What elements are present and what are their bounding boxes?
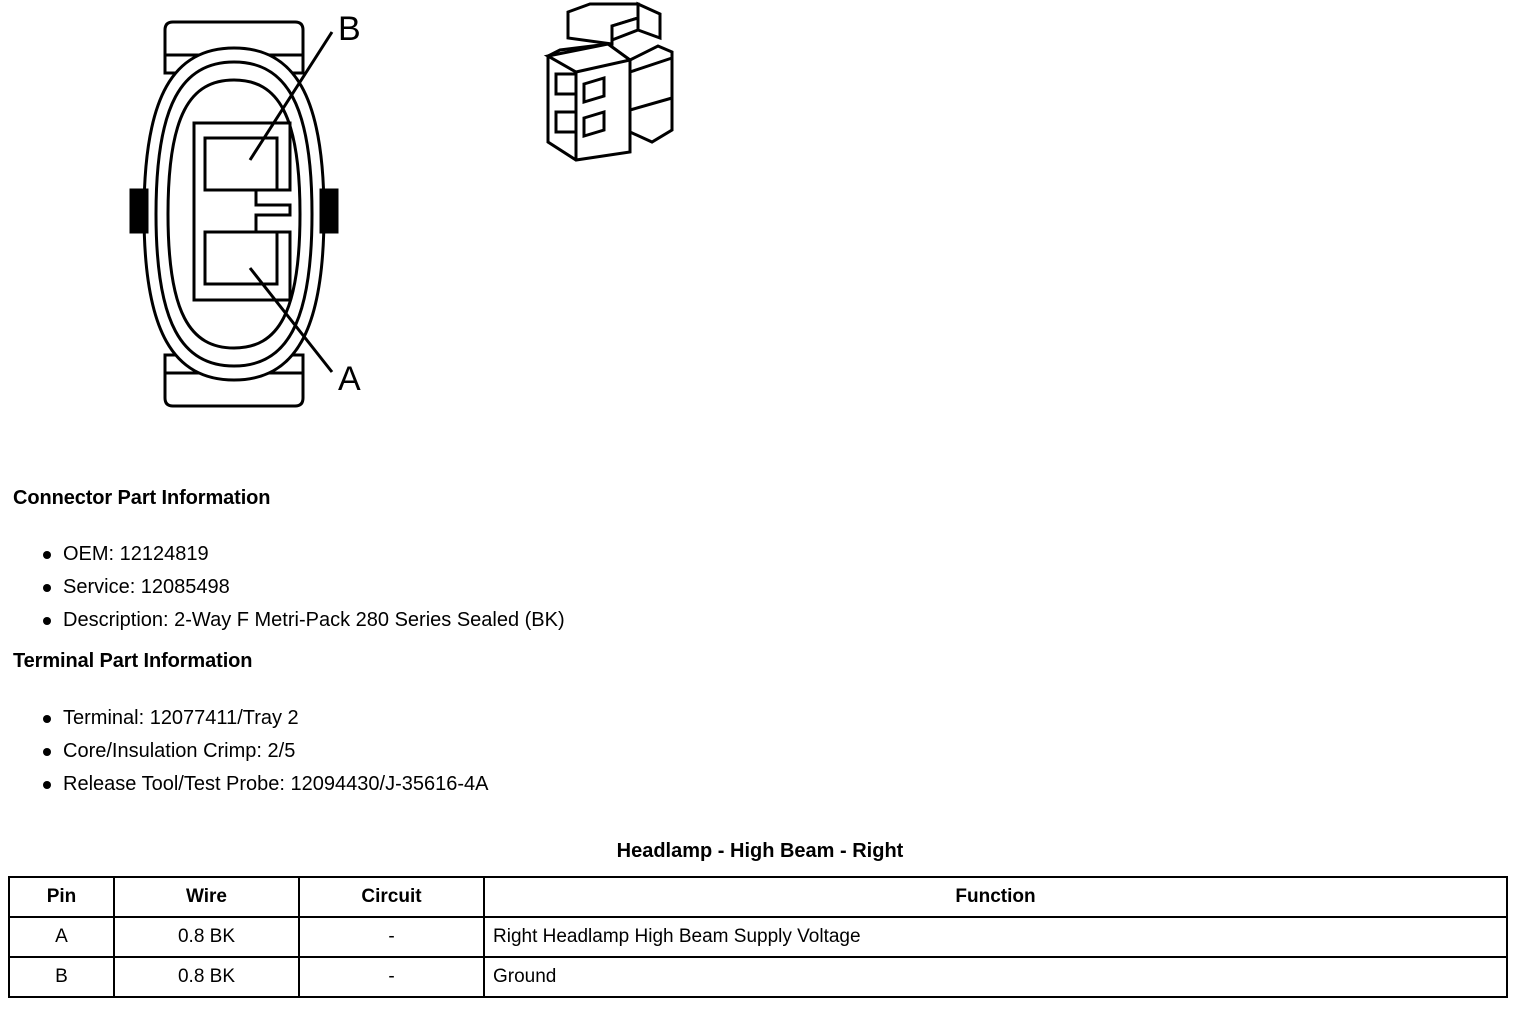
list-item [13, 571, 565, 604]
list-item [13, 604, 565, 637]
bullet-icon [43, 781, 51, 789]
list-item-label: OEM: 12124819 [63, 543, 209, 565]
list-item-label: Description: 2-Way F Metri-Pack 280 Series Sealed (BK) [63, 609, 565, 631]
bullet-icon [43, 551, 51, 559]
column-header-function: Function [484, 877, 1507, 917]
cell-pin: A [9, 917, 114, 957]
column-header-pin: Pin [9, 877, 114, 917]
connector-diagram [0, 0, 1520, 450]
pin-label-b: B [338, 10, 361, 48]
connector-isometric-illustration [520, 0, 720, 190]
table-row [9, 917, 1507, 957]
cell-circuit: - [299, 917, 484, 957]
cell-function: Right Headlamp High Beam Supply Voltage [484, 917, 1507, 957]
pin-table [8, 876, 1508, 998]
cell-wire: 0.8 BK [114, 917, 299, 957]
list-item [13, 735, 488, 768]
bullet-icon [43, 617, 51, 625]
list-item [13, 702, 488, 735]
terminal-part-information-heading: Terminal Part Information [13, 650, 253, 672]
table-header-row [9, 877, 1507, 917]
cell-function: Ground [484, 957, 1507, 997]
column-header-wire: Wire [114, 877, 299, 917]
pin-label-a: A [338, 360, 361, 398]
connector-front-view-illustration [110, 0, 440, 430]
list-item [13, 538, 565, 571]
pin-table-title: Headlamp - High Beam - Right [616, 840, 904, 862]
cell-wire: 0.8 BK [114, 957, 299, 997]
table-row [9, 957, 1507, 997]
list-item [13, 768, 488, 801]
connector-part-information-list [13, 538, 565, 637]
column-header-circuit: Circuit [299, 877, 484, 917]
cell-pin: B [9, 957, 114, 997]
connector-part-information-heading: Connector Part Information [13, 487, 271, 509]
list-item-label: Terminal: 12077411/Tray 2 [63, 707, 299, 729]
bullet-icon [43, 748, 51, 756]
bullet-icon [43, 584, 51, 592]
terminal-part-information-list [13, 702, 488, 801]
list-item-label: Release Tool/Test Probe: 12094430/J-35616-4A [63, 773, 489, 795]
cell-circuit: - [299, 957, 484, 997]
list-item-label: Core/Insulation Crimp: 2/5 [63, 740, 296, 762]
list-item-label: Service: 12085498 [63, 576, 230, 598]
bullet-icon [43, 715, 51, 723]
